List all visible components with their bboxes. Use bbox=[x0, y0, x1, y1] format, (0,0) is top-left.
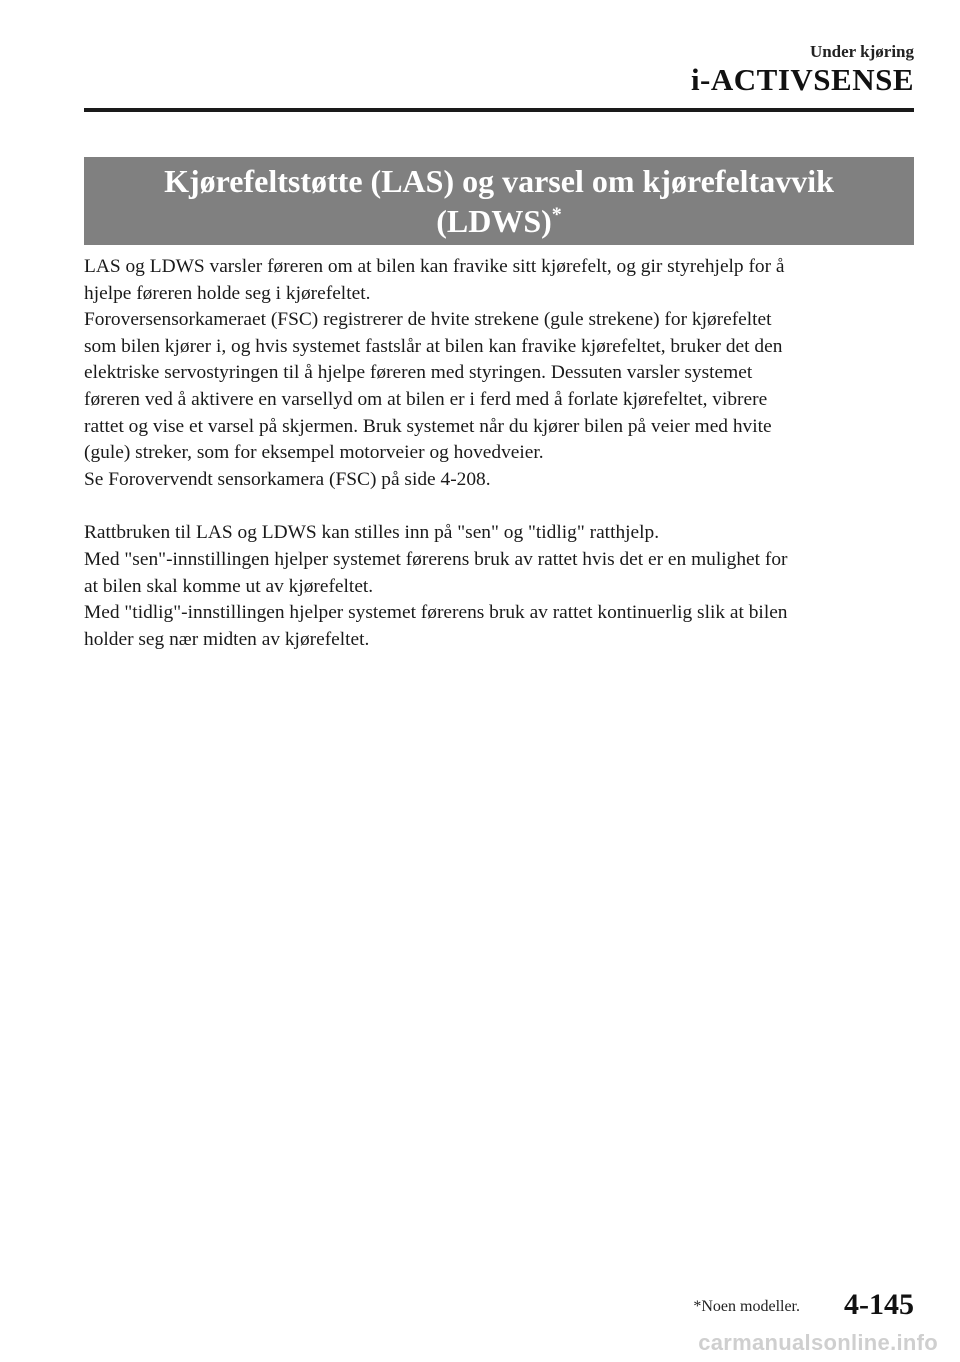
body-line: hjelpe føreren holde seg i kjørefeltet. bbox=[84, 282, 371, 304]
footnote: *Noen modeller. bbox=[693, 1298, 800, 1315]
body-line: føreren ved å aktivere en varsellyd om at bilen er i ferd med å forlate kjørefeltet, vibrere bbox=[84, 388, 768, 410]
section-title-abbr: (LDWS) bbox=[436, 203, 552, 239]
optional-marker: * bbox=[551, 203, 562, 226]
header-rule bbox=[84, 108, 914, 112]
body-text bbox=[84, 254, 914, 653]
body-line: som bilen kjører i, og hvis systemet fastslår at bilen kan fravike kjørefeltet, bruker det den bbox=[84, 335, 783, 357]
section-title-line2 bbox=[84, 201, 914, 241]
page-reference[interactable]: Se Forovervendt sensorkamera (FSC) på side 4-208. bbox=[84, 468, 491, 490]
body-line: (gule) streker, som for eksempel motorveier og hovedveier. bbox=[84, 442, 544, 464]
page-number: 4-145 bbox=[844, 1288, 914, 1321]
body-line: at bilen skal komme ut av kjørefeltet. bbox=[84, 575, 374, 597]
body-line: holder seg nær midten av kjørefeltet. bbox=[84, 628, 370, 650]
section-title-line1: Kjørefeltstøtte (LAS) og varsel om kjørefeltavvik bbox=[164, 163, 834, 199]
body-line: elektriske servostyringen til å hjelpe føreren med styringen. Dessuten varsler systemet bbox=[84, 362, 753, 384]
body-line: Med "tidlig"-innstillingen hjelper systemet førerens bruk av rattet kontinuerlig slik at bilen bbox=[84, 602, 788, 624]
body-line: Rattbruken til LAS og LDWS kan stilles inn på "sen" og "tidlig" ratthjelp. bbox=[84, 522, 660, 544]
body-line: Foroversensorkameraet (FSC) registrerer de hvite strekene (gule strekene) for kjørefeltet bbox=[84, 309, 772, 331]
body-line: Med "sen"-innstillingen hjelper systemet førerens bruk av rattet hvis det er en mulighet for bbox=[84, 548, 788, 570]
body-line: rattet og vise et varsel på skjermen. Bruk systemet når du kjører bilen på veier med hvite bbox=[84, 415, 772, 437]
section-label: Under kjøring bbox=[809, 42, 914, 61]
body-line: LAS og LDWS varsler føreren om at bilen kan fravike sitt kjørefelt, og gir styrehjelp for å bbox=[84, 256, 785, 277]
paragraph-gap bbox=[84, 493, 914, 520]
watermark: carmanualsonline.info bbox=[698, 1330, 938, 1355]
section-title-bar bbox=[84, 157, 914, 245]
chapter-title: i-ACTIVSENSE bbox=[690, 62, 914, 97]
